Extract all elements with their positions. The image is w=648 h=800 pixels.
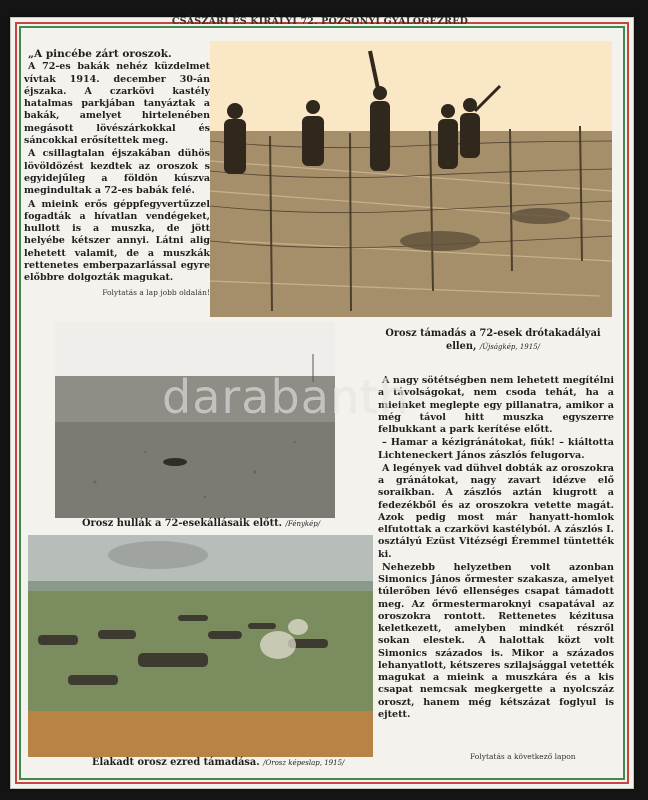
top-photo-caption <box>372 327 614 354</box>
postcard-photo <box>28 535 373 757</box>
page-title: CSÁSZÁRI ÉS KIRÁLYI 72. POZSONYI GYALOGEZRED <box>171 16 469 27</box>
soldiers-wire-illustration <box>210 41 612 317</box>
field-photo <box>55 322 335 518</box>
watermark: darabanth <box>162 370 410 424</box>
left-text-column <box>24 48 210 299</box>
field-illustration <box>55 322 335 518</box>
left-paragraph: A 72-es bakák nehéz küzdelmet vívtak 1914. december 30-án éjszaka. A czarkövi kastély hatalmas parkjában tanyáztak a bakák, amelyet hirtelenében megásott lövészárkokkal és sáncokkal erősítettek meg. <box>24 61 210 147</box>
field-photo-caption <box>82 518 362 529</box>
postcard-caption-source: /Orosz képeslap, 1915/ <box>263 759 345 767</box>
field-caption-source: /Fénykép/ <box>285 520 321 528</box>
right-paragraph: Nehezebb helyzetben volt azonban Simonics János őrmester szakasza, amelyet túlerőben lévő ellenséges csapat támadott meg. Az őrmestermaroknyi csapatával az oroszokra rontott. Rettenetes kézitusa keletkezett, amelyben mindkét részről sokan elestek. A halottak közt volt Simonics százados is. Mikor a százados lehanyatlott, kétszeres szilajsággal vetették magukat a mieink a muszkára és a kis csapat nemcsak megkergette a nyolcszáz oroszt, hanem még kétszázat foglyul is ejtett. <box>378 561 614 720</box>
right-paragraph: A nagy sötétségben nem lehetett megítélni a távolságokat, nem csoda tehát, ha a mieinket meglepte egy pillanatra, amikor a még távol hitt muszka egyszerre felbukkant a park kerítése előtt. <box>378 375 614 435</box>
right-paragraph: A legények vad dühvel dobták az oroszokra a gránátokat, nagy zavart idézve elő soraikban. A zászlós aztán kiugrott a fedezékből és az oroszokra vetette magát. Azok pedig most már hanyatt-homlok elfutottak a czarkövi kastélyból. A zászlós I. osztályú Ezüst Vitézségi Éremmel tüntették ki. <box>378 462 614 560</box>
right-paragraph: – Hamar a kézigránátokat, fiúk! – kiáltotta Lichteneckert János zászlós felugorva. <box>378 437 614 461</box>
right-text-column <box>378 375 614 722</box>
top-photo-source: /Újságkép, 1915/ <box>479 343 541 351</box>
postcard-illustration <box>28 535 373 757</box>
postcard-caption-text: Elakadt orosz ezred támadása. <box>92 757 260 768</box>
left-paragraph: A mieink erős géppfegyvertűzzel fogadták a hívatlan vendégeket, hullott is a muszka, de jött helyébe kétszer annyi. Látni alig lehetett valamit, de a muszkák rettenetes emberpazarlással egyre előbbre dolgozták magukat. <box>24 198 210 284</box>
left-paragraph: A csillagtalan éjszakában dühös lövöldözést kezdtek az oroszok s egyidejűleg a földön kúszva megindultak a 72-es babák felé. <box>24 148 210 197</box>
soldiers-wire-photo <box>210 41 612 317</box>
top-photo-caption-text: Orosz támadás a 72-esek drótakadályai ellen, <box>385 328 601 352</box>
left-paragraph-heading: „A pincébe zárt oroszok. <box>28 48 172 60</box>
right-continuation-note: Folytatás a következő lapon <box>470 752 576 761</box>
postcard-caption <box>92 757 392 768</box>
left-continuation-note: Folytatás a lap jobb oldalán! <box>102 287 210 297</box>
field-caption-text: Orosz hullák a 72-esekállásaik előtt. <box>82 518 283 529</box>
